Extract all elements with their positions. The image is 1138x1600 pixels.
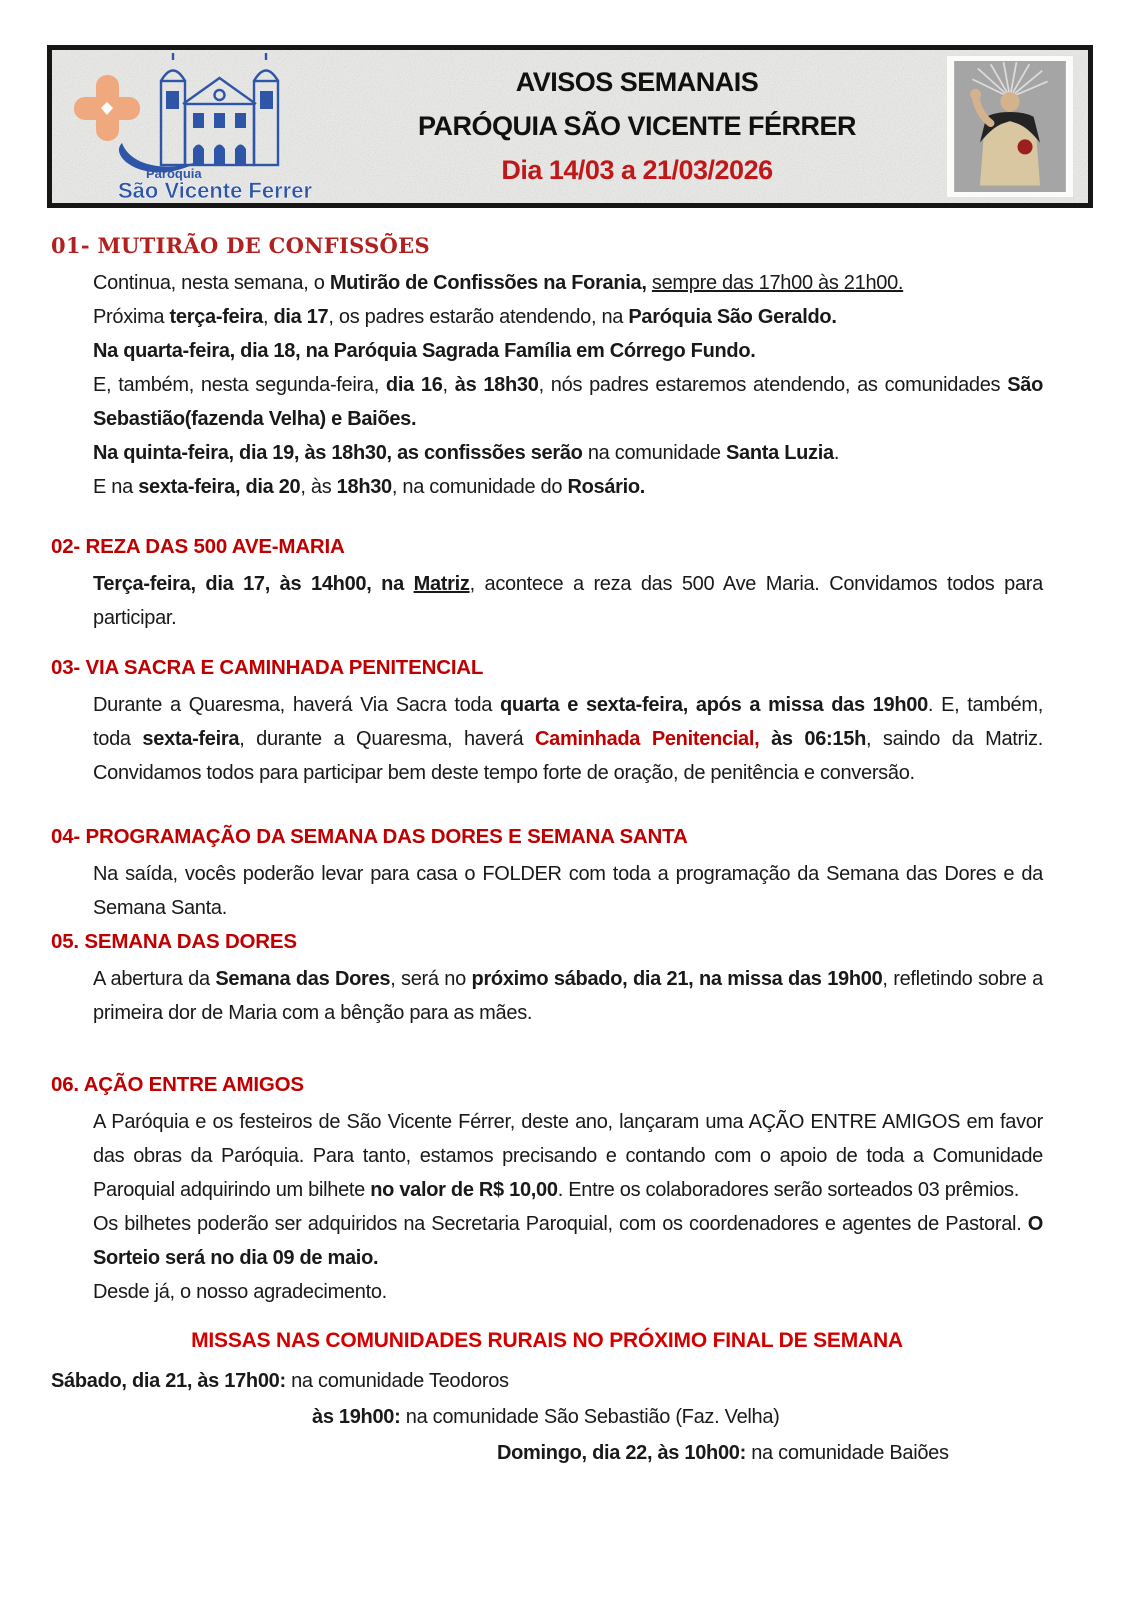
rural-masses-block <box>51 1327 1043 1471</box>
text-run: Na saída, vocês poderão levar para casa o FOLDER com toda a programação da Semana das Dores e da Semana Santa. <box>93 863 1043 919</box>
text-run: , será no <box>390 968 472 990</box>
text-run: Mutirão de Confissões na Forania, <box>329 272 647 294</box>
text-run: sempre das 17h00 às 21h00. <box>651 272 904 294</box>
section-05-heading: 05. SEMANA DAS DORES <box>51 930 297 953</box>
text-run: , os padres estarão atendendo, na <box>328 306 629 328</box>
text-run: , refletindo sobre a primeira dor de Maria com a bênção para as mães. <box>93 968 1043 1024</box>
text-run: , durante a Quaresma, haverá <box>239 728 536 750</box>
notices <box>0 208 1138 1471</box>
text-run: Continua, nesta semana, o <box>93 272 330 294</box>
text-run: Terça-feira, dia 17, às 14h00, na <box>93 573 414 595</box>
logo-small-text: Paróquia <box>146 165 202 181</box>
section-01 <box>51 233 1043 504</box>
text-run: Durante a Quaresma, haverá Via Sacra toda <box>93 694 501 716</box>
text-run: Sábado, dia 21, às 17h00: <box>51 1370 286 1392</box>
text-run: às 19h00: <box>312 1406 401 1428</box>
text-run: O Sorteio será no dia 09 de maio. <box>93 1213 1043 1269</box>
text-run: , saindo da Matriz. Convidamos todos para participar bem deste tempo forte de oração, de penitência e conversão. <box>93 728 1043 784</box>
cross-icon <box>74 75 140 141</box>
saint-statue-illustration <box>954 61 1066 192</box>
text-run: às 06:15h <box>771 728 866 750</box>
logo-main-text: São Vicente Ferrer <box>118 177 313 203</box>
text-run <box>759 728 771 750</box>
text-run: na comunidade Baiões <box>745 1442 949 1464</box>
text-run: , às <box>300 476 337 498</box>
text-run: Paróquia São Geraldo. <box>628 306 837 328</box>
section-06-heading: 06. AÇÃO ENTRE AMIGOS <box>51 1073 304 1096</box>
text-run: Os bilhetes poderão ser adquiridos na Secretaria Paroquial, com os coordenadores e agentes de Pastoral. <box>93 1213 1028 1235</box>
text-run: , acontece a reza das 500 Ave Maria. Convidamos todos para participar. <box>93 573 1043 629</box>
section-03 <box>51 655 1043 790</box>
paragraph <box>93 334 1043 368</box>
text-run: Domingo, dia 22, às 10h00: <box>497 1442 746 1464</box>
text-run: Desde já, o nosso agradecimento. <box>93 1281 387 1303</box>
text-run: Caminhada Penitencial, <box>535 728 760 750</box>
text-run: na comunidade <box>582 442 726 464</box>
text-run: , <box>442 374 455 396</box>
paragraph <box>93 688 1043 790</box>
section-02 <box>51 534 1043 635</box>
paragraph <box>93 857 1043 925</box>
mass-schedule-line <box>51 1363 1043 1399</box>
text-run: . E, também, toda <box>93 694 1043 750</box>
section-04 <box>51 824 1043 925</box>
text-run: E, também, nesta segunda-feira, <box>93 374 386 396</box>
text-run: Na quinta-feira, dia 19, às 18h30, as confissões serão <box>93 442 583 464</box>
text-run: . <box>833 442 840 464</box>
text-run: Próxima <box>93 306 170 328</box>
paragraph <box>93 300 1043 334</box>
text-run: Rosário. <box>567 476 646 498</box>
section-06 <box>51 1072 1043 1309</box>
text-run: dia 16 <box>385 374 443 396</box>
text-run: na comunidade São Sebastião (Faz. Velha) <box>400 1406 780 1428</box>
text-run: sexta-feira, dia 20 <box>138 476 301 498</box>
paragraph <box>93 962 1043 1030</box>
text-run: terça-feira <box>169 306 263 328</box>
text-run: dia 17 <box>273 306 329 328</box>
text-run: , na comunidade do <box>391 476 568 498</box>
section-05 <box>51 929 1043 1030</box>
text-run: quarta e sexta-feira, após a missa das 19h00 <box>500 694 928 716</box>
parish-logo-graphic <box>58 51 338 203</box>
text-run: E na <box>93 476 139 498</box>
text-run: São Sebastião(fazenda Velha) e Baiões. <box>93 374 1043 430</box>
text-run: Na quarta-feira, dia 18, na Paróquia Sagrada Família em Córrego Fundo. <box>93 340 756 362</box>
text-run: sexta-feira <box>142 728 240 750</box>
header-banner <box>47 45 1093 208</box>
text-run: A abertura da <box>93 968 216 990</box>
paragraph <box>93 368 1043 436</box>
text-run: na comunidade Teodoros <box>285 1370 509 1392</box>
page-title: AVISOS SEMANAIS <box>515 67 759 97</box>
header-titles <box>338 67 946 186</box>
paragraph <box>93 1105 1043 1207</box>
paragraph <box>93 567 1043 635</box>
text-run: Santa Luzia <box>725 442 834 464</box>
text-run: . Entre os colaboradores serão sorteados 03 prêmios. <box>557 1179 1020 1201</box>
text-run: às 18h30 <box>454 374 539 396</box>
text-run: Matriz <box>413 573 470 595</box>
date-range: Dia 14/03 a 21/03/2026 <box>501 155 773 185</box>
section-02-heading: 02- REZA DAS 500 AVE-MARIA <box>51 535 345 558</box>
text-run: A Paróquia e os festeiros de São Vicente Férrer, deste ano, lançaram uma AÇÃO ENTRE AMIGOS em favor das obras da Paróquia. Para tanto, estamos precisando e contando com o apoio de toda a Comunidade Paroquial adquirindo um bilhete <box>93 1111 1043 1201</box>
mass-schedule-line <box>497 1435 1043 1471</box>
header-content <box>52 50 1088 203</box>
paragraph <box>93 1275 1043 1309</box>
parish-logo <box>58 51 338 203</box>
paragraph <box>93 470 1043 504</box>
text-run: , nós padres estaremos atendendo, as comunidades <box>538 374 1008 396</box>
paragraph <box>93 266 1043 300</box>
saint-statue-photo <box>946 55 1074 198</box>
paragraph <box>93 436 1043 470</box>
section-01-heading: 01- MUTIRÃO DE CONFISSÕES <box>51 233 430 258</box>
text-run: 18h30 <box>336 476 392 498</box>
section-04-heading: 04- PROGRAMAÇÃO DA SEMANA DAS DORES E SEMANA SANTA <box>51 825 688 848</box>
rural-masses-heading: MISSAS NAS COMUNIDADES RURAIS NO PRÓXIMO FINAL DE SEMANA <box>191 1329 903 1352</box>
section-03-heading: 03- VIA SACRA E CAMINHADA PENITENCIAL <box>51 656 484 679</box>
text-run: Semana das Dores <box>215 968 391 990</box>
paragraph <box>93 1207 1043 1275</box>
church-icon <box>161 53 278 165</box>
mass-schedule-line <box>312 1399 1043 1435</box>
text-run: no valor de R$ 10,00 <box>370 1179 558 1201</box>
text-run: , <box>262 306 274 328</box>
text-run: próximo sábado, dia 21, na missa das 19h00 <box>471 968 883 990</box>
parish-name: PARÓQUIA SÃO VICENTE FÉRRER <box>417 111 857 141</box>
